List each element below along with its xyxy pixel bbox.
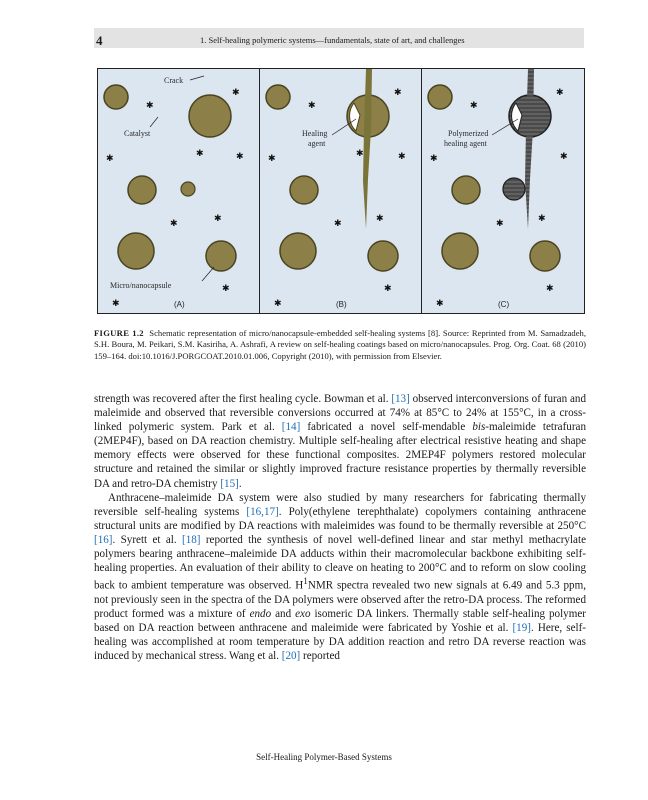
svg-text:✱: ✱	[496, 219, 504, 229]
page-footer: Self-Healing Polymer-Based Systems	[256, 752, 392, 762]
panel-a-label: (A)	[174, 300, 185, 309]
text-run: . Here, self-healing was accomplished at room temperature by DA addition reaction and retro DA reverse reaction was induced by mechanical stress. Wang et al.	[94, 622, 586, 663]
text-run: strength was recovered after the first healing cycle. Bowman et al.	[94, 393, 392, 405]
text-run: Anthracene–maleimide DA system were also studied by many researchers for fabricating thermally reversible self-healing systems	[94, 491, 586, 518]
crack-label: Crack	[164, 76, 184, 85]
crack-filled-with-healing-agent	[363, 69, 372, 229]
figure-panel-b	[259, 68, 423, 314]
italic-text: endo	[249, 608, 272, 621]
crack-pointer	[190, 76, 204, 80]
svg-text:✱: ✱	[112, 299, 120, 309]
catalyst-label: Catalyst	[124, 129, 151, 138]
citation-link[interactable]: [14]	[281, 421, 301, 434]
text-run: .	[238, 477, 242, 490]
svg-text:✱: ✱	[546, 284, 554, 294]
catalyst-pointer	[150, 117, 158, 127]
text-run: NMR spectra revealed two new signals at 6.49 and 5.3 ppm, not previously seen in the spectra of the DA polymers were observed after the retro-DA process. The reformed product formed was a mixture of	[94, 579, 586, 621]
svg-text:✱: ✱	[384, 284, 392, 294]
capsule	[442, 233, 478, 269]
crack-with-polymerized-agent	[525, 69, 534, 229]
polymerized-agent-line-1: Polymerized	[448, 129, 489, 138]
svg-text:✱: ✱	[398, 152, 406, 162]
svg-text:✱: ✱	[274, 299, 282, 309]
text-run: -maleimide tetrafuran (2MEP4F), based on DA reaction chemistry. Multiple self-healing after electrical resistive heating and shape memory effects were observed for these functional composites. 2MEP4F polymers restored molecular structure and retained the similar or slightly improved fracture resistance properties by thermally reversible DA and retro-DA chemistry	[94, 421, 586, 490]
paragraph-2	[94, 491, 586, 664]
panel-b-label: (B)	[336, 300, 347, 309]
citation-link[interactable]: [15]	[220, 477, 239, 490]
healing-agent-line-2: agent	[308, 139, 326, 148]
svg-text:✱: ✱	[470, 101, 478, 111]
svg-text:✱: ✱	[232, 88, 240, 98]
citation-link[interactable]: [16,17]	[246, 505, 279, 518]
panel-c-label: (C)	[498, 300, 510, 309]
capsule	[189, 95, 231, 137]
citation-link[interactable]: [18]	[182, 533, 201, 546]
text-run: isomeric DA linkers. Thermally stable self-healing polymer based on DA reaction between anthracene and maleimide were fabricated by Yoshie et al.	[94, 608, 586, 635]
figure-panel-a	[97, 68, 261, 314]
paragraph-1	[94, 392, 586, 491]
svg-text:✱: ✱	[308, 101, 316, 111]
panel-c-drawing	[422, 69, 584, 313]
capsule	[452, 176, 480, 204]
svg-text:✱: ✱	[236, 152, 244, 162]
svg-text:✱: ✱	[356, 149, 364, 159]
figure-panel-c	[421, 68, 585, 314]
text-run: . Poly(ethylene terephthalate) copolymers containing anthracene structural units are modified by DA reactions with maleimides was found to be thermally reversible at 250°C	[94, 505, 586, 532]
figure-caption	[94, 328, 586, 362]
italic-text: exo	[295, 608, 311, 621]
page-number: 4	[96, 33, 103, 48]
svg-text:✱: ✱	[214, 214, 222, 224]
text-run: and	[271, 608, 296, 621]
citation-link[interactable]: [20]	[281, 650, 301, 663]
panel-a-drawing	[98, 69, 260, 313]
text-run: reported	[300, 650, 340, 663]
superscript: 1	[303, 577, 308, 588]
svg-text:✱: ✱	[556, 88, 564, 98]
capsule	[428, 85, 452, 109]
capsule	[128, 176, 156, 204]
capsule	[530, 241, 560, 271]
polymerized-agent-line-2: healing agent	[444, 139, 487, 148]
polymerized-capsule	[503, 178, 525, 200]
svg-text:✱: ✱	[196, 149, 204, 159]
capsule	[368, 241, 398, 271]
svg-text:✱: ✱	[560, 152, 568, 162]
citation-link[interactable]: [16]	[94, 533, 113, 546]
svg-text:✱: ✱	[268, 154, 276, 164]
text-run: reported the synthesis of novel well-defined linear and star methyl methacrylate polymers bearing anthracene–maleimide DA adducts within their macromolecular backbone exhibiting self-healing properties. An evaluation of their ability to cleave on heating to 200°C and to reform on slow cooling back to ambient temperature was observed. H	[94, 533, 586, 592]
capsule	[280, 233, 316, 269]
microcapsule-label: Micro/nanocapsule	[110, 281, 172, 290]
capsule	[266, 85, 290, 109]
svg-text:✱: ✱	[376, 214, 384, 224]
citation-link[interactable]: [13]	[391, 393, 410, 405]
text-run: fabricated a novel self-mendable	[300, 421, 473, 434]
capsule	[181, 182, 195, 196]
text-run: observed interconversions of furan and maleimide and observed that reversible conversions occurred at 74% at 85°C to 24% at 155°C, in a cross-linked polymeric system. Park et al.	[94, 393, 587, 434]
svg-text:✱: ✱	[170, 219, 178, 229]
citation-link[interactable]: [19]	[512, 622, 531, 635]
capsule	[118, 233, 154, 269]
svg-text:✱: ✱	[538, 214, 546, 224]
text-run: . Syrett et al.	[112, 533, 182, 546]
running-head: 1. Self-healing polymeric systems—fundamentals, state of art, and challenges	[200, 35, 465, 45]
svg-text:✱: ✱	[430, 154, 438, 164]
microcapsule-pointer	[202, 267, 214, 281]
svg-text:✱: ✱	[146, 101, 154, 111]
body-text	[94, 392, 586, 663]
panel-b-drawing	[260, 69, 422, 313]
figure-label: FIGURE 1.2	[94, 328, 144, 338]
italic-text: bis	[472, 421, 486, 434]
svg-text:✱: ✱	[106, 154, 114, 164]
capsule	[290, 176, 318, 204]
healing-agent-line-1: Healing	[302, 129, 328, 138]
polymerized-agent-label	[444, 129, 490, 148]
svg-text:✱: ✱	[394, 88, 402, 98]
svg-text:✱: ✱	[436, 299, 444, 309]
capsule	[104, 85, 128, 109]
healing-agent-label	[302, 129, 329, 148]
svg-text:✱: ✱	[334, 219, 342, 229]
svg-text:✱: ✱	[222, 284, 230, 294]
capsule	[206, 241, 236, 271]
caption-text: Schematic representation of micro/nanocapsule-embedded self-healing systems [8]. Source: Reprinted from M. Samadzadeh, S.H. Boura, M. Peikari, S.M. Kasiriha, A. Ashrafi, A review on self-healing coatings based on micro/nanocapsules. Prog. Org. Coat. 68 (2010) 159–164. doi:10.1016/J.PORGCOAT.2010.01.006, Copyright (2010), with permission from Elsevier.	[94, 328, 586, 361]
